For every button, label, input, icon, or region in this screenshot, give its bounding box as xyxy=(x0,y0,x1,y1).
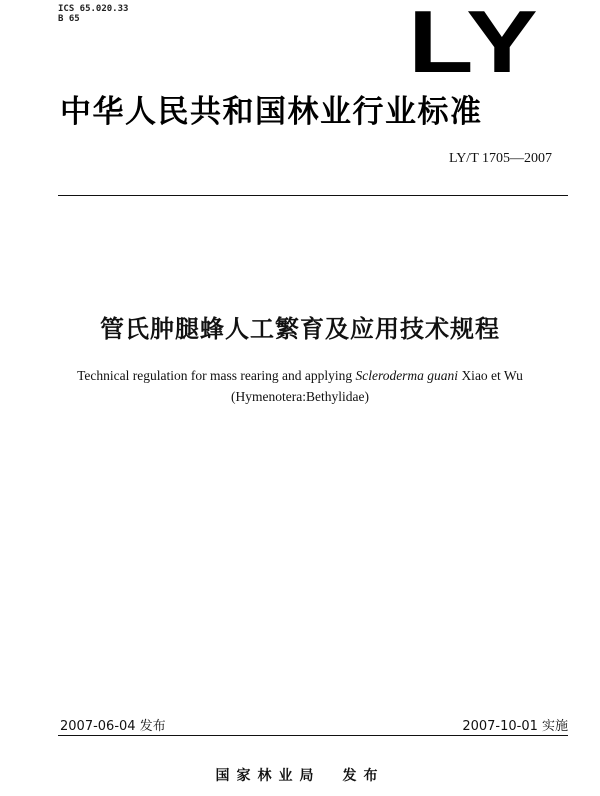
english-title xyxy=(0,368,600,384)
ccs-code: B 65 xyxy=(58,14,80,24)
top-divider xyxy=(58,195,568,196)
english-title-prefix: Technical regulation for mass rearing and applying xyxy=(77,368,356,383)
bottom-divider xyxy=(58,735,568,736)
implement-date: 2007-10-01 实施 xyxy=(462,719,568,734)
classification-codes xyxy=(58,4,128,24)
ly-logo: LY xyxy=(408,0,541,91)
english-title-taxonomy: (Hymenotera:Bethylidae) xyxy=(231,389,369,404)
english-title-species: Scleroderma guani xyxy=(355,368,459,383)
english-title-suffix: Xiao et Wu xyxy=(458,368,523,383)
publisher-name: 国家林业局 xyxy=(215,768,321,784)
publisher-action: 发布 xyxy=(342,768,385,784)
standard-category-title: 中华人民共和国林业行业标准 xyxy=(60,94,483,130)
issue-date: 2007-06-04 发布 xyxy=(60,719,166,734)
ics-code: ICS 65.020.33 xyxy=(58,4,129,14)
chinese-title: 管氏肿腿蜂人工繁育及应用技术规程 xyxy=(100,315,500,343)
publisher-line xyxy=(0,765,600,785)
standard-number: LY/T 1705—2007 xyxy=(449,151,552,166)
